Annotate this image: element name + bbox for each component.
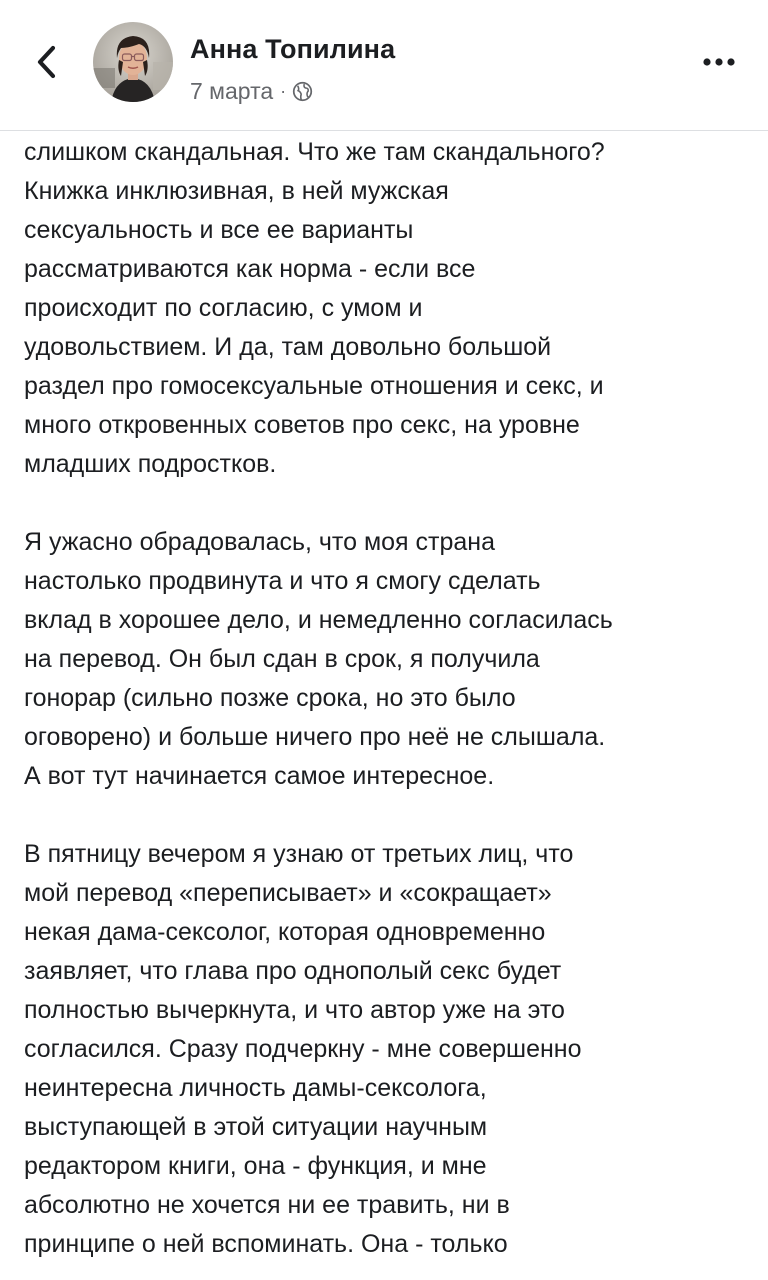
post-header <box>0 0 768 131</box>
avatar-photo <box>93 22 173 102</box>
post-text-line: Книжка инклюзивная, в ней мужская <box>24 177 449 205</box>
post-paragraph <box>24 133 749 484</box>
more-horizontal-icon <box>702 57 736 67</box>
post-text-line: рассматриваются как норма - если все <box>24 255 476 283</box>
author-name[interactable]: Анна Топилина <box>190 34 396 64</box>
post-text-line: В пятницу вечером я узнаю от третьих лиц, что <box>24 840 574 868</box>
post-text-line: слишком скандальная. Что же там скандального? <box>24 138 605 166</box>
post-text-line: младших подростков. <box>24 450 277 478</box>
globe-icon <box>292 81 313 102</box>
post-text-line: много откровенных советов про секс, на уровне <box>24 411 580 439</box>
post-text-line: настолько продвинута и что я смогу сделать <box>24 567 541 595</box>
chevron-left-icon <box>36 45 56 79</box>
post-date[interactable]: 7 марта <box>190 77 274 104</box>
post-text-line: согласился. Сразу подчеркну - мне совершенно <box>24 1035 582 1063</box>
post-text-line: на перевод. Он был сдан в срок, я получила <box>24 645 540 673</box>
post-paragraph <box>24 835 749 1264</box>
post-text-line: неинтересна личность дамы-сексолога, <box>24 1074 487 1102</box>
post-text-line: Я ужасно обрадовалась, что моя страна <box>24 528 495 556</box>
post-paragraph <box>24 523 749 796</box>
post-text-line: сексуальность и все ее варианты <box>24 216 414 244</box>
post-text-line: оговорено) и больше ничего про неё не слышала. <box>24 723 606 751</box>
post-text-line: происходит по согласию, с умом и <box>24 294 423 322</box>
post-text-line: выступающей в этой ситуации научным <box>24 1113 488 1141</box>
more-options-button[interactable] <box>695 44 743 80</box>
post-text-line: гонорар (сильно позже срока, но это было <box>24 684 516 712</box>
back-button[interactable] <box>24 40 68 84</box>
post-text-line: раздел про гомосексуальные отношения и секс, и <box>24 372 604 400</box>
post-text-line: принципе о ней вспоминать. Она - только <box>24 1230 508 1258</box>
post-text-line: полностью вычеркнута, и что автор уже на это <box>24 996 565 1024</box>
meta-separator: · <box>280 80 287 101</box>
post-text-line: А вот тут начинается самое интересное. <box>24 762 495 790</box>
post-text <box>24 133 749 1264</box>
post-text-line: удовольствием. И да, там довольно большой <box>24 333 552 361</box>
post-text-line: вклад в хорошее дело, и немедленно согласилась <box>24 606 613 634</box>
author-avatar[interactable] <box>93 22 173 102</box>
post-text-line: некая дама-сексолог, которая одновременно <box>24 918 546 946</box>
post-text-line: заявляет, что глава про однополый секс будет <box>24 957 562 985</box>
post-text-line: абсолютно не хочется ни ее травить, ни в <box>24 1191 510 1219</box>
post-text-line: мой перевод «переписывает» и «сокращает» <box>24 879 552 907</box>
post-text-line: редактором книги, она - функция, и мне <box>24 1152 487 1180</box>
post-meta <box>190 76 313 106</box>
